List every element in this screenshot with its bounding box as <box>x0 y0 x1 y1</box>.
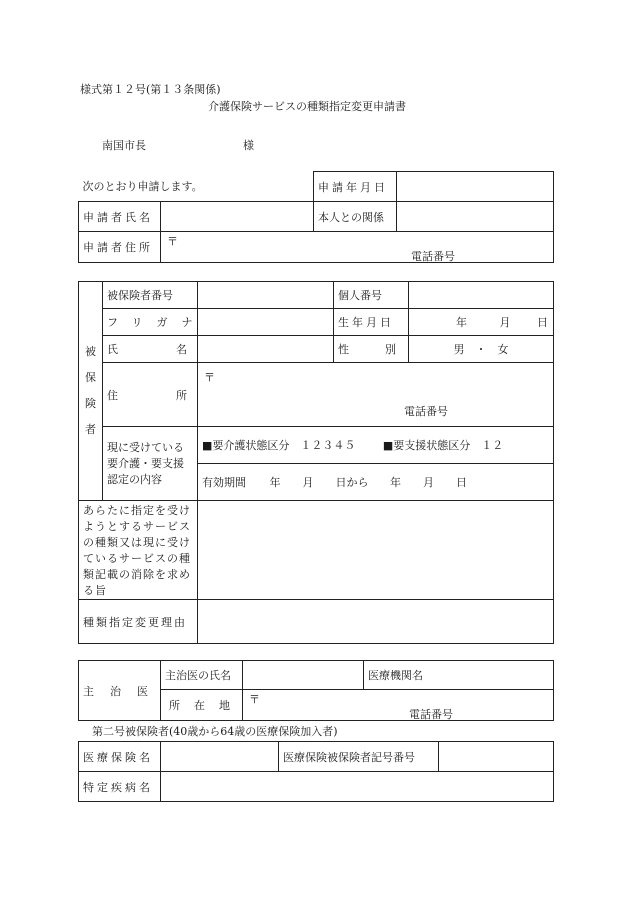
certification-label: 現に受けている要介護・要支援認定の内容 <box>103 427 198 501</box>
birth-year: 年 <box>456 316 467 329</box>
birth-month: 月 <box>499 316 511 329</box>
institution-label: 医療機関名 <box>368 669 423 682</box>
insured-address-label: 住所 <box>103 363 198 427</box>
validity-from: 年 月 日から <box>269 476 369 489</box>
disease-field[interactable] <box>161 772 554 802</box>
insured-name-label: 氏名 <box>103 336 198 363</box>
insured-address-field[interactable] <box>198 363 554 427</box>
validity-row[interactable] <box>198 464 554 501</box>
location-field[interactable] <box>243 690 554 721</box>
support-level-text: ■要支援状態区分 １２ <box>382 439 504 452</box>
care-level-row[interactable] <box>198 427 554 464</box>
phone-label: 電話番号 <box>409 708 453 721</box>
designation-field[interactable] <box>198 501 554 600</box>
form-title: 介護保険サービスの種類指定変更申請書 <box>208 100 406 113</box>
doctor-name-label: 主治医の氏名 <box>161 661 243 690</box>
postal-mark: 〒 <box>204 371 215 384</box>
sex-options[interactable]: 男 ・ 女 <box>409 336 554 363</box>
validity-label: 有効期間 <box>202 476 246 489</box>
location-label: 所在地 <box>161 690 243 721</box>
insurance-number-field[interactable] <box>439 742 554 772</box>
phone-label: 電話番号 <box>411 250 455 263</box>
birthdate-label: 生年月日 <box>334 309 409 336</box>
furigana-label: フリガナ <box>103 309 198 336</box>
reason-label: 種類指定変更理由 <box>79 600 198 644</box>
institution-cell[interactable] <box>364 661 554 690</box>
reason-field[interactable] <box>198 600 554 644</box>
insured-side-label: 被保険者 <box>79 282 103 501</box>
insurance-number-label: 医療保険被保険者記号番号 <box>279 742 439 772</box>
personal-number-label: 個人番号 <box>334 282 409 309</box>
secondary-table <box>78 741 554 802</box>
application-date-field[interactable] <box>397 172 554 202</box>
personal-number-boxes[interactable] <box>409 282 554 309</box>
secondary-note: 第二号被保険者(40歳から64歳の医療保険加入者) <box>92 725 338 738</box>
request-text: 次のとおり申請します。 <box>79 172 314 202</box>
phone-label: 電話番号 <box>404 405 448 418</box>
applicant-table <box>78 171 554 263</box>
insured-table <box>78 281 554 644</box>
applicant-name-field[interactable] <box>161 202 314 232</box>
postal-mark: 〒 <box>167 235 178 248</box>
sex-label: 性別 <box>334 336 409 363</box>
insured-number-boxes[interactable] <box>198 282 334 309</box>
relation-field[interactable] <box>397 202 554 232</box>
applicant-address-field[interactable] <box>161 232 554 263</box>
designation-label: あらたに指定を受けようとするサービスの種類又は現に受けているサービスの種類記載の消除を求める旨 <box>79 501 198 600</box>
form-number: 様式第１２号(第１３条関係) <box>80 83 221 96</box>
birth-day: 日 <box>537 316 548 329</box>
applicant-name-label: 申請者氏名 <box>79 202 161 232</box>
furigana-field[interactable] <box>198 309 334 336</box>
applicant-address-label: 申請者住所 <box>79 232 161 263</box>
relation-label: 本人との関係 <box>314 202 397 232</box>
honorific: 様 <box>243 139 254 152</box>
disease-label: 特定疾病名 <box>79 772 161 802</box>
validity-to: 年 月 日 <box>390 476 467 489</box>
doctor-name-field[interactable] <box>243 661 364 690</box>
insurance-label: 医療保険名 <box>79 742 161 772</box>
care-level-text: ■要介護状態区分 １２３４５ <box>202 439 356 452</box>
postal-mark: 〒 <box>249 693 260 706</box>
insured-number-label: 被保険者番号 <box>103 282 198 309</box>
addressee: 南国市長 <box>102 139 146 152</box>
insurance-field[interactable] <box>161 742 279 772</box>
application-date-label: 申請年月日 <box>314 172 397 202</box>
doctor-label: 主治医 <box>79 661 161 721</box>
birthdate-field[interactable] <box>409 309 554 336</box>
doctor-table <box>78 660 554 721</box>
